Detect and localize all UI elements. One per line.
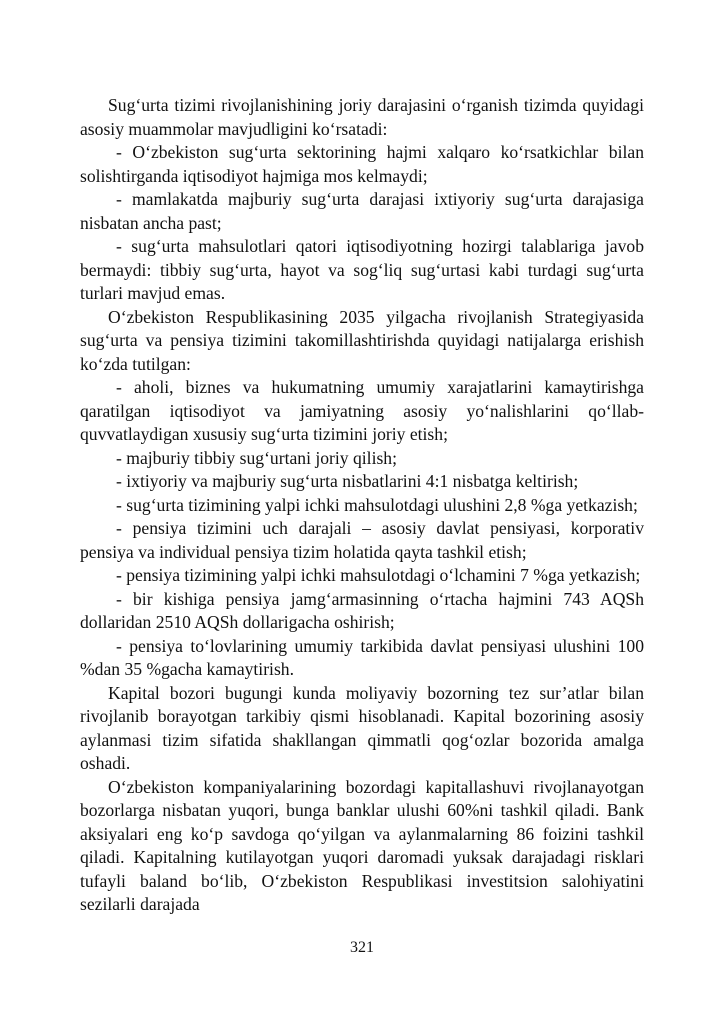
bullet-pension-gdp: - pensiya tizimining yalpi ichki mahsulotdagi o‘lchamini 7 %ga yetkazish; [116,565,641,585]
bullet-sector-size: - O‘zbekiston sug‘urta sektorining hajmi xalqaro ko‘rsatkichlar bilan solishtirganda iqtisodiyot hajmiga mos kelmaydi; [80,142,644,186]
bullet-ratio: - ixtiyoriy va majburiy sug‘urta nisbatlarini 4:1 nisbatga keltirish; [116,471,579,491]
paragraph-intro: Sug‘urta tizimi rivojlanishining joriy darajasini o‘rganish tizimda quyidagi asosiy muammolar mavjudligini ko‘rsatadi: [80,95,644,139]
bullet-pension-savings: - bir kishiga pensiya jamg‘armasinning o‘rtacha hajmini 743 AQSh dollaridan 2510 AQSh dollarigacha oshirish; [80,588,644,632]
bullet-gdp-share: - sug‘urta tizimining yalpi ichki mahsulotdagi ulushini 2,8 %ga yetkazish; [116,494,638,515]
page-number: 321 [350,939,374,956]
paragraph-capitalization: O‘zbekiston kompaniyalarining bozordagi kapitallashuvi rivojlanayotgan bozorlarga nisbatan yuqori, bunga banklar ulushi 60%ni tashkil qiladi. Bank aksiyalari eng ko‘p savdoga qo‘yilgan va aylanmalarning 86 foizini tashkil qiladi. Kapitalning kutilayotgan yuqori daromadi yuksak darajadagi risklari tufayli baland bo‘lib, O‘zbekiston Respublikasi investitsion salohiyatini sezilarli darajada [80,776,644,914]
bullet-medical-insurance: - majburiy tibbiy sug‘urtani joriy qilish; [116,447,397,468]
bullet-state-pension-share: - pensiya to‘lovlarining umumiy tarkibida davlat pensiyasi ulushini 100 %dan 35 %gacha kamaytirish. [80,635,644,679]
bullet-products: - sug‘urta mahsulotlari qatori iqtisodiyotning hozirgi talablariga javob bermaydi: tibbiy sug‘urta, hayot va sog‘liq sug‘urtasi kabi turdagi sug‘urta turlari mavjud emas. [80,236,644,303]
page-body [80,94,644,917]
bullet-three-tier: - pensiya tizimini uch darajali – asosiy davlat pensiyasi, korporativ pensiya va individual pensiya tizim holatida qayta tashkil etish; [80,518,644,562]
paragraph-capital-market: Kapital bozori bugungi kunda moliyaviy bozorning tez sur’atlar bilan rivojlanib borayotgan tarkibiy qismi hisoblanadi. Kapital bozorining asosiy aylanmasi tizim sifatida shakllangan qimmatli qog‘ozlar bozorida amalga oshadi. [80,682,644,773]
bullet-mandatory-level: - mamlakatda majburiy sug‘urta darajasi ixtiyoriy sug‘urta darajasiga nisbatan ancha past; [80,189,644,233]
paragraph-strategy: O‘zbekiston Respublikasining 2035 yilgacha rivojlanish Strategiyasida sug‘urta va pensiya tizimini takomillashtirishda quyidagi natijalarga erishish ko‘zda tutilgan: [80,306,644,374]
bullet-private-insurance: - aholi, biznes va hukumatning umumiy xarajatlarini kamaytirishga qaratilgan iqtisodiyot va jamiyatning asosiy yo‘nalishlarini qo‘llab-quvvatlaydigan xususiy sug‘urta tizimini joriy etish; [80,377,644,444]
